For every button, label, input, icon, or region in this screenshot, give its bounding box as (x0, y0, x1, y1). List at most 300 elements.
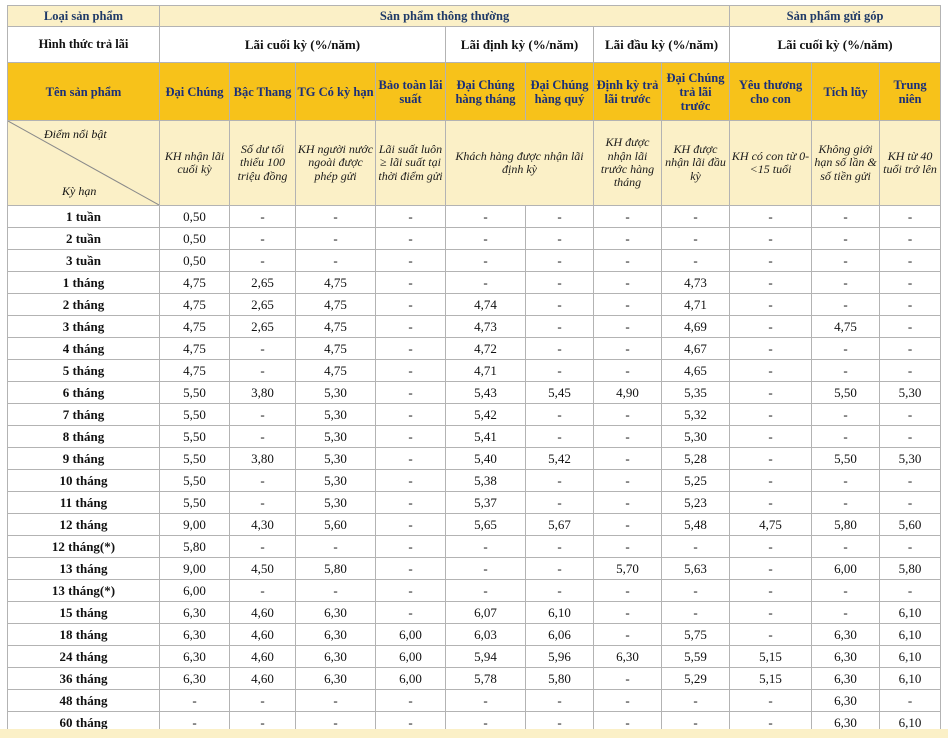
header-diagonal-cell (8, 121, 160, 206)
rate-cell: 5,78 (446, 668, 526, 690)
rate-cell: - (230, 470, 296, 492)
rate-cell: 5,30 (296, 448, 376, 470)
rate-cell: - (594, 272, 662, 294)
payment-type-cuoi-ky: Lãi cuối kỳ (%/năm) (160, 27, 446, 63)
rate-cell: 5,50 (812, 382, 880, 404)
rate-cell: - (880, 338, 941, 360)
rate-cell: 4,60 (230, 602, 296, 624)
table-row (8, 250, 941, 272)
rate-cell: - (594, 338, 662, 360)
rate-cell: 4,75 (160, 338, 230, 360)
rate-cell: - (812, 250, 880, 272)
rate-cell: 4,69 (662, 316, 730, 338)
rate-cell: - (446, 712, 526, 734)
rate-cell: 5,37 (446, 492, 526, 514)
rate-cell: 5,45 (526, 382, 594, 404)
rate-cell: - (376, 448, 446, 470)
rate-cell: - (662, 712, 730, 734)
footer-band (0, 729, 948, 738)
rate-cell: 5,30 (296, 404, 376, 426)
rate-cell: - (662, 690, 730, 712)
rate-cell: - (730, 228, 812, 250)
rate-cell: 4,71 (446, 360, 526, 382)
product-dai-chung-hang-thang: Đại Chúng hàng tháng (446, 63, 526, 121)
rate-cell: 5,43 (446, 382, 526, 404)
rate-cell: 5,75 (662, 624, 730, 646)
rate-cell: - (662, 206, 730, 228)
rate-cell: - (662, 602, 730, 624)
rate-cell: 4,73 (662, 272, 730, 294)
rate-cell: 5,41 (446, 426, 526, 448)
rate-cell: - (594, 712, 662, 734)
rate-cell: 6,30 (296, 646, 376, 668)
rate-cell: 5,38 (446, 470, 526, 492)
rate-cell: - (230, 690, 296, 712)
rate-cell: - (594, 690, 662, 712)
table-row (8, 360, 941, 382)
term-cell: 48 tháng (8, 690, 160, 712)
rate-cell: - (446, 536, 526, 558)
rate-cell: - (376, 294, 446, 316)
group-thong-thuong: Sản phẩm thông thường (160, 6, 730, 27)
product-tich-luy: Tích lũy (812, 63, 880, 121)
feature-dai-chung: KH nhận lãi cuối kỳ (160, 121, 230, 206)
term-cell: 3 tháng (8, 316, 160, 338)
rate-cell: - (376, 316, 446, 338)
term-cell: 4 tháng (8, 338, 160, 360)
rate-cell: - (730, 360, 812, 382)
product-dai-chung-hang-quy: Đại Chúng hàng quý (526, 63, 594, 121)
rate-cell: - (376, 272, 446, 294)
rate-cell: 4,75 (296, 360, 376, 382)
rate-cell: 5,30 (296, 492, 376, 514)
product-dai-chung: Đại Chúng (160, 63, 230, 121)
term-cell: 7 tháng (8, 404, 160, 426)
rate-cell: - (880, 470, 941, 492)
rate-cell: - (526, 470, 594, 492)
table-row (8, 492, 941, 514)
rate-cell: - (880, 206, 941, 228)
rate-cell: - (812, 404, 880, 426)
rate-cell: - (594, 492, 662, 514)
header-diem-noi-bat: Điểm nổi bật (44, 127, 107, 141)
rate-cell: 5,35 (662, 382, 730, 404)
feature-tich-luy: Không giới hạn số lần & số tiền gửi (812, 121, 880, 206)
rate-cell: - (296, 228, 376, 250)
rate-cell: - (230, 360, 296, 382)
rate-cell: - (446, 580, 526, 602)
rate-cell: 5,32 (662, 404, 730, 426)
rate-cell: - (376, 492, 446, 514)
rate-cell: 6,30 (296, 668, 376, 690)
feature-bao-toan-lai-suat: Lãi suất luôn ≥ lãi suất tại thời điểm gửi (376, 121, 446, 206)
term-cell: 18 tháng (8, 624, 160, 646)
product-tg-co-ky-han: TG Có kỳ hạn (296, 63, 376, 121)
rate-cell: 5,80 (160, 536, 230, 558)
rate-cell: 6,30 (296, 624, 376, 646)
rate-cell: - (880, 492, 941, 514)
term-cell: 6 tháng (8, 382, 160, 404)
rate-cell: - (594, 470, 662, 492)
rate-cell: 0,50 (160, 228, 230, 250)
rate-cell: - (594, 448, 662, 470)
rate-cell: 5,59 (662, 646, 730, 668)
rate-cell: 4,75 (160, 294, 230, 316)
rate-cell: 6,30 (812, 712, 880, 734)
product-dai-chung-tra-lai-truoc: Đại Chúng trả lãi trước (662, 63, 730, 121)
payment-type-dinh-ky: Lãi định kỳ (%/năm) (446, 27, 594, 63)
product-trung-nien: Trung niên (880, 63, 941, 121)
rate-cell: - (230, 492, 296, 514)
term-cell: 36 tháng (8, 668, 160, 690)
rate-cell: - (296, 206, 376, 228)
rate-cell: - (160, 712, 230, 734)
rate-cell: 5,80 (880, 558, 941, 580)
rate-cell: 5,30 (296, 382, 376, 404)
table-row (8, 690, 941, 712)
rate-cell: - (526, 316, 594, 338)
rate-cell: 6,10 (880, 602, 941, 624)
term-cell: 12 tháng(*) (8, 536, 160, 558)
rate-cell: - (376, 382, 446, 404)
rate-cell: 4,60 (230, 624, 296, 646)
rate-cell: 6,00 (160, 580, 230, 602)
rate-cell: - (446, 228, 526, 250)
feature-yeu-thuong-cho-con: KH có con từ 0-<15 tuổi (730, 121, 812, 206)
rate-cell: - (730, 272, 812, 294)
rate-cell: - (526, 206, 594, 228)
term-cell: 11 tháng (8, 492, 160, 514)
term-cell: 1 tuần (8, 206, 160, 228)
rate-cell: - (526, 338, 594, 360)
rate-cell: - (730, 602, 812, 624)
rate-cell: - (812, 294, 880, 316)
rate-cell: 5,94 (446, 646, 526, 668)
rate-cell: 6,30 (594, 646, 662, 668)
rate-cell: 4,60 (230, 646, 296, 668)
rate-cell: - (376, 470, 446, 492)
rate-cell: - (526, 360, 594, 382)
feature-tg-co-ky-han: KH người nước ngoài được phép gửi (296, 121, 376, 206)
rate-cell: - (230, 580, 296, 602)
rate-cell: - (662, 580, 730, 602)
rate-cell: 0,50 (160, 250, 230, 272)
rate-cell: - (446, 206, 526, 228)
rate-cell: - (730, 470, 812, 492)
rate-cell: - (730, 426, 812, 448)
rate-cell: - (662, 536, 730, 558)
rate-cell: - (526, 404, 594, 426)
rate-cell: - (594, 668, 662, 690)
rate-cell: - (812, 272, 880, 294)
rate-cell: 5,30 (296, 426, 376, 448)
rate-cell: - (730, 712, 812, 734)
rate-cell: 4,75 (160, 316, 230, 338)
rate-cell: 6,30 (812, 646, 880, 668)
rate-cell: - (594, 536, 662, 558)
rate-cell: 2,65 (230, 294, 296, 316)
payment-type-cuoi-ky-gop: Lãi cuối kỳ (%/năm) (730, 27, 941, 63)
feature-bac-thang: Số dư tối thiểu 100 triệu đồng (230, 121, 296, 206)
term-cell: 24 tháng (8, 646, 160, 668)
table-row (8, 624, 941, 646)
rate-cell: - (594, 602, 662, 624)
rate-cell: 6,07 (446, 602, 526, 624)
rate-cell: - (880, 272, 941, 294)
term-cell: 12 tháng (8, 514, 160, 536)
rate-cell: - (376, 602, 446, 624)
rate-cell: 6,00 (376, 624, 446, 646)
rate-cell: 5,25 (662, 470, 730, 492)
rate-cell: 2,65 (230, 316, 296, 338)
rate-cell: - (296, 536, 376, 558)
rate-cell: 4,71 (662, 294, 730, 316)
rate-cell: - (880, 404, 941, 426)
rate-cell: - (526, 536, 594, 558)
term-cell: 60 tháng (8, 712, 160, 734)
rate-cell: - (446, 690, 526, 712)
rate-cell: - (230, 228, 296, 250)
rate-cell: 4,74 (446, 294, 526, 316)
table-row (8, 580, 941, 602)
rate-cell: - (880, 250, 941, 272)
payment-type-dau-ky: Lãi đầu kỳ (%/năm) (594, 27, 730, 63)
term-cell: 15 tháng (8, 602, 160, 624)
rate-cell: 4,75 (296, 338, 376, 360)
rate-cell: 5,50 (160, 404, 230, 426)
rate-cell: - (526, 250, 594, 272)
table-row (8, 536, 941, 558)
rate-cell: - (812, 536, 880, 558)
rate-cell: - (812, 470, 880, 492)
rate-cell: - (730, 206, 812, 228)
rate-cell: - (880, 360, 941, 382)
group-gui-gop: Sản phẩm gửi góp (730, 6, 941, 27)
rate-cell: 6,10 (526, 602, 594, 624)
term-cell: 2 tuần (8, 228, 160, 250)
rate-cell: 6,00 (376, 646, 446, 668)
table-row (8, 668, 941, 690)
rate-cell: - (446, 272, 526, 294)
rate-cell: 4,75 (160, 360, 230, 382)
rate-cell: - (730, 404, 812, 426)
rate-cell: - (526, 492, 594, 514)
rate-cell: 5,29 (662, 668, 730, 690)
rate-cell: - (594, 294, 662, 316)
rate-cell: - (376, 404, 446, 426)
rate-cell: - (880, 426, 941, 448)
rate-cell: - (446, 558, 526, 580)
term-cell: 2 tháng (8, 294, 160, 316)
rate-cell: - (376, 558, 446, 580)
rate-cell: - (160, 690, 230, 712)
rate-cell: - (526, 426, 594, 448)
rate-cell: 5,80 (812, 514, 880, 536)
product-yeu-thuong-cho-con: Yêu thương cho con (730, 63, 812, 121)
table-row (8, 294, 941, 316)
rate-cell: - (812, 338, 880, 360)
rate-cell: - (730, 382, 812, 404)
table-row (8, 470, 941, 492)
term-cell: 1 tháng (8, 272, 160, 294)
rate-cell: - (446, 250, 526, 272)
feature-dai-chung-tra-lai-truoc: KH được nhận lãi đầu kỳ (662, 121, 730, 206)
rate-cell: 4,75 (296, 272, 376, 294)
rate-cell: - (526, 558, 594, 580)
rate-cell: - (376, 580, 446, 602)
product-bao-toan-lai-suat: Bảo toàn lãi suất (376, 63, 446, 121)
rate-cell: - (730, 624, 812, 646)
table-row (8, 448, 941, 470)
rate-cell: 4,90 (594, 382, 662, 404)
rate-cell: 3,80 (230, 448, 296, 470)
rate-cell: - (730, 492, 812, 514)
rate-cell: 6,30 (160, 646, 230, 668)
rate-cell: - (230, 404, 296, 426)
term-cell: 5 tháng (8, 360, 160, 382)
rate-cell: 5,65 (446, 514, 526, 536)
table-row (8, 316, 941, 338)
rate-cell: 5,42 (526, 448, 594, 470)
interest-rate-table (7, 5, 941, 734)
rate-cell: 4,50 (230, 558, 296, 580)
rate-cell: 6,30 (160, 602, 230, 624)
product-dinh-ky-tra-lai-truoc: Định kỳ trả lãi trước (594, 63, 662, 121)
rate-cell: - (594, 624, 662, 646)
rate-cell: 4,30 (230, 514, 296, 536)
rate-cell: - (730, 580, 812, 602)
rate-cell: 6,30 (812, 624, 880, 646)
rate-cell: - (730, 448, 812, 470)
rate-cell: 5,50 (160, 426, 230, 448)
rate-cell: - (526, 294, 594, 316)
rate-cell: - (880, 316, 941, 338)
rate-cell: - (376, 514, 446, 536)
rate-cell: - (662, 228, 730, 250)
rate-cell: - (730, 294, 812, 316)
rate-cell: 6,30 (160, 668, 230, 690)
rate-cell: 4,72 (446, 338, 526, 360)
rate-cell: 5,23 (662, 492, 730, 514)
rate-cell: - (376, 360, 446, 382)
rate-cell: - (376, 712, 446, 734)
rate-cell: - (526, 580, 594, 602)
term-cell: 13 tháng(*) (8, 580, 160, 602)
rate-cell: - (230, 338, 296, 360)
rate-cell: 6,10 (880, 668, 941, 690)
rate-cell: - (230, 426, 296, 448)
rate-cell: - (730, 316, 812, 338)
rate-cell: - (812, 206, 880, 228)
rate-cell: - (230, 250, 296, 272)
rate-cell: - (594, 206, 662, 228)
table-row (8, 206, 941, 228)
rate-cell: - (296, 580, 376, 602)
rate-cell: 5,50 (160, 492, 230, 514)
rate-cell: - (594, 360, 662, 382)
header-ky-han: Kỳ hạn (62, 184, 97, 198)
rate-cell: 6,30 (296, 602, 376, 624)
rate-cell: 6,10 (880, 624, 941, 646)
rate-cell: 5,96 (526, 646, 594, 668)
product-bac-thang: Bậc Thang (230, 63, 296, 121)
feature-trung-nien: KH từ 40 tuổi trở lên (880, 121, 941, 206)
rate-cell: - (730, 690, 812, 712)
rate-cell: - (730, 250, 812, 272)
rate-cell: 5,60 (880, 514, 941, 536)
rate-cell: - (594, 426, 662, 448)
rate-cell: 4,60 (230, 668, 296, 690)
rate-cell: - (594, 316, 662, 338)
rate-cell: - (230, 536, 296, 558)
rate-cell: 5,15 (730, 668, 812, 690)
rate-cell: 6,30 (160, 624, 230, 646)
rate-cell: 5,30 (880, 382, 941, 404)
rate-cell: 5,50 (160, 448, 230, 470)
table-row (8, 646, 941, 668)
rate-cell: 5,63 (662, 558, 730, 580)
rate-cell: - (730, 338, 812, 360)
rate-cell: - (812, 602, 880, 624)
rate-cell: - (730, 558, 812, 580)
rate-cell: - (376, 426, 446, 448)
rate-cell: - (296, 712, 376, 734)
rate-cell: 6,00 (376, 668, 446, 690)
rate-cell: - (526, 272, 594, 294)
rate-cell: - (880, 294, 941, 316)
rate-cell: 5,30 (880, 448, 941, 470)
rate-cell: 6,10 (880, 646, 941, 668)
rate-cell: 4,73 (446, 316, 526, 338)
rate-cell: - (880, 228, 941, 250)
rate-cell: 4,75 (296, 316, 376, 338)
rate-cell: 5,70 (594, 558, 662, 580)
rate-cell: - (812, 492, 880, 514)
rate-cell: 5,50 (812, 448, 880, 470)
rate-cell: 5,42 (446, 404, 526, 426)
table-row (8, 514, 941, 536)
rate-cell: - (376, 338, 446, 360)
rate-cell: - (230, 206, 296, 228)
term-cell: 3 tuần (8, 250, 160, 272)
table-row (8, 602, 941, 624)
rate-cell: 4,75 (812, 316, 880, 338)
rate-cell: - (880, 580, 941, 602)
table-row (8, 426, 941, 448)
term-cell: 8 tháng (8, 426, 160, 448)
rate-cell: - (594, 250, 662, 272)
rate-cell: - (812, 360, 880, 382)
rate-cell: 5,50 (160, 382, 230, 404)
rate-cell: - (296, 690, 376, 712)
rate-cell: 0,50 (160, 206, 230, 228)
rate-cell: - (594, 580, 662, 602)
rate-cell: - (526, 690, 594, 712)
rate-cell: - (376, 228, 446, 250)
header-hinh-thuc: Hình thức trả lãi (8, 27, 160, 63)
table-row (8, 228, 941, 250)
rate-cell: - (812, 580, 880, 602)
term-cell: 10 tháng (8, 470, 160, 492)
table-row (8, 382, 941, 404)
rate-cell: 5,30 (296, 470, 376, 492)
rate-cell: - (812, 426, 880, 448)
rate-cell: 6,00 (812, 558, 880, 580)
term-cell: 9 tháng (8, 448, 160, 470)
rate-cell: - (296, 250, 376, 272)
header-loai-san-pham: Loại sản phẩm (8, 6, 160, 27)
rate-cell: 4,65 (662, 360, 730, 382)
